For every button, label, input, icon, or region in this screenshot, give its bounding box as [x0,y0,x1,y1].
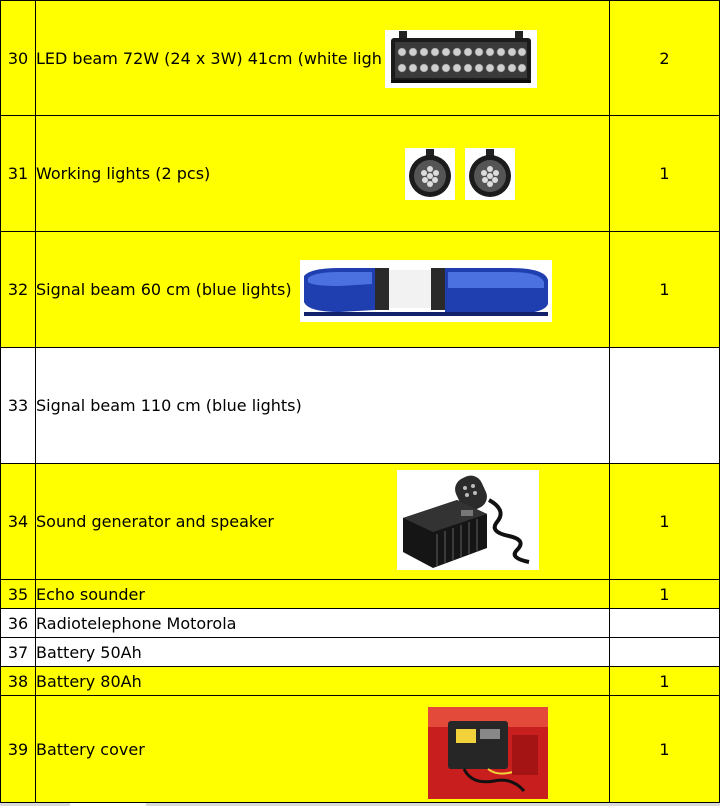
quantity-cell[interactable]: 1 [610,116,720,232]
item-name-text: Battery cover [36,739,145,759]
quantity-cell[interactable]: 1 [610,696,720,803]
item-name-cell[interactable] [36,348,610,464]
item-name-cell[interactable] [36,696,610,803]
row-number-cell[interactable]: 34 [1,464,36,580]
row-number-cell[interactable]: 36 [1,609,36,638]
row-number-cell[interactable]: 33 [1,348,36,464]
item-name-text: LED beam 72W (24 x 3W) 41cm (white ligh [36,48,382,68]
row-number-cell[interactable]: 37 [1,638,36,667]
table-row[interactable] [1,638,720,667]
item-name-text: Radiotelephone Motorola [36,613,237,633]
quantity-cell[interactable]: 1 [610,580,720,609]
table-row[interactable] [1,116,720,232]
item-name-cell[interactable] [36,116,610,232]
item-name-cell[interactable] [36,580,610,609]
item-name-text: Sound generator and speaker [36,512,275,531]
quantity-cell[interactable] [610,609,720,638]
row-number-cell[interactable]: 35 [1,580,36,609]
table-row[interactable] [1,580,720,609]
sound-generator-image[interactable] [397,470,539,570]
quantity-cell[interactable]: 1 [610,464,720,580]
table-row[interactable] [1,232,720,348]
table-row[interactable] [1,696,720,803]
working-lights-image[interactable] [405,148,517,200]
row-number-cell[interactable]: 39 [1,696,36,803]
item-name-cell[interactable] [36,232,610,348]
battery-cover-image[interactable] [428,707,548,799]
item-name-text: Signal beam 110 cm (blue lights) [36,396,302,415]
item-name-text: Working lights (2 pcs) [36,164,211,183]
led-light-bar-image[interactable] [385,30,537,88]
row-number-cell[interactable]: 38 [1,667,36,696]
row-number-cell[interactable]: 31 [1,116,36,232]
item-name-cell[interactable] [36,638,610,667]
item-name-cell[interactable] [36,464,610,580]
quantity-cell[interactable] [610,348,720,464]
item-name-cell[interactable] [36,609,610,638]
row-number-cell[interactable]: 32 [1,232,36,348]
item-name-text: Echo sounder [36,584,145,604]
table-row[interactable] [1,464,720,580]
item-name-text: Signal beam 60 cm (blue lights) [36,280,292,299]
item-name-cell[interactable] [36,1,610,116]
table-row[interactable] [1,348,720,464]
row-number-cell[interactable]: 30 [1,1,36,116]
table-row[interactable] [1,1,720,116]
item-name-cell[interactable] [36,667,610,696]
quantity-cell[interactable] [610,638,720,667]
table-row[interactable] [1,667,720,696]
quantity-cell[interactable]: 1 [610,232,720,348]
item-name-text: Battery 50Ah [36,642,142,662]
quantity-cell[interactable]: 2 [610,1,720,116]
table-row[interactable] [1,609,720,638]
item-name-text: Battery 80Ah [36,671,142,691]
signal-beam-image[interactable] [300,260,552,322]
quantity-cell[interactable]: 1 [610,667,720,696]
